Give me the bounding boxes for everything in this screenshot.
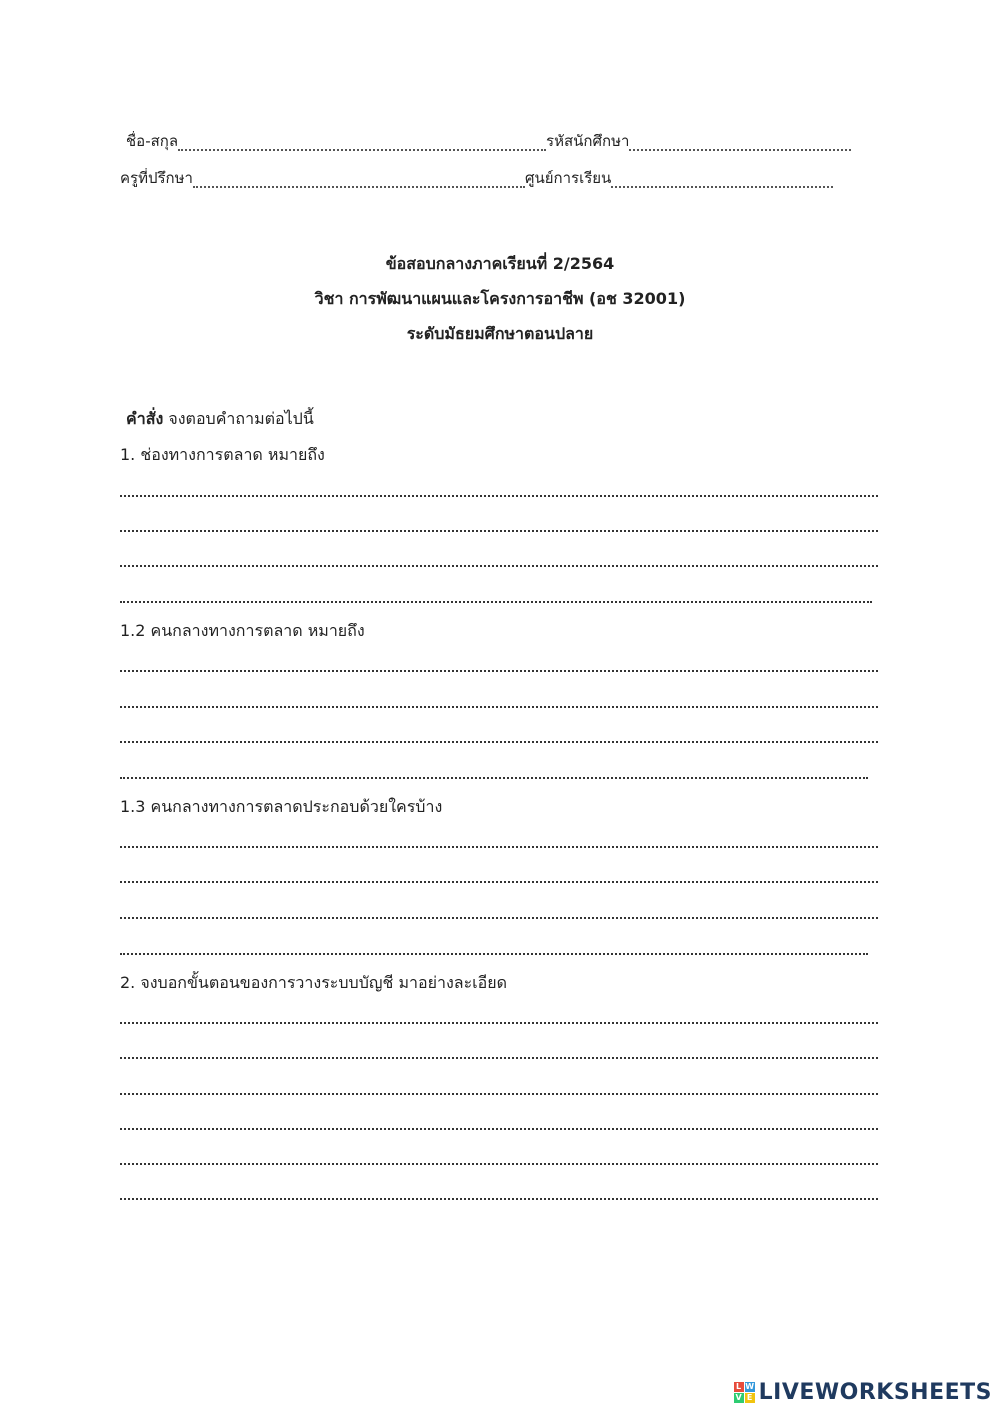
answer-line[interactable] [120, 939, 868, 955]
question-2: 2. จงบอกขั้นตอนของการวางระบบบัญชี มาอย่างละเอียด [120, 973, 507, 992]
answer-line[interactable] [120, 1043, 878, 1059]
answer-line[interactable] [120, 656, 878, 672]
answer-line[interactable] [120, 587, 872, 603]
answer-line[interactable] [120, 727, 878, 743]
advisor-label: ครูที่ปรึกษา [120, 169, 193, 187]
subject-title: วิชา การพัฒนาแผนและโครงการอาชีพ (อช 32001) [314, 289, 686, 308]
answer-line[interactable] [120, 1079, 878, 1095]
name-label: ชื่อ-สกุล [126, 132, 179, 150]
learning-center-label: ศูนย์การเรียน [524, 169, 612, 187]
learning-center-field[interactable] [611, 172, 833, 188]
name-field[interactable] [178, 135, 546, 151]
instructions-label: คำสั่ง [126, 409, 164, 428]
answer-line[interactable] [120, 1149, 878, 1165]
logo-mark-icon [734, 1382, 755, 1403]
site-name: LIVEWORKSHEETS [758, 1380, 992, 1405]
answer-line[interactable] [120, 1184, 878, 1200]
student-info-row-2 [120, 168, 866, 188]
answer-line[interactable] [120, 832, 878, 848]
logo-letter: W [745, 1382, 755, 1391]
logo-letter: V [735, 1393, 742, 1402]
question-1: 1. ช่องทางการตลาด หมายถึง [120, 445, 325, 464]
question-1-2: 1.2 คนกลางทางการตลาด หมายถึง [120, 621, 365, 640]
answer-line[interactable] [120, 1008, 878, 1024]
answer-line[interactable] [120, 903, 878, 919]
student-id-label: รหัสนักศึกษา [546, 132, 630, 150]
logo-letter: L [734, 1382, 744, 1392]
liveworksheets-logo [734, 1380, 992, 1405]
answer-line[interactable] [120, 516, 878, 532]
student-info-row-1 [126, 131, 866, 151]
answer-line[interactable] [120, 867, 878, 883]
answer-line[interactable] [120, 692, 878, 708]
answer-line[interactable] [120, 481, 878, 497]
level-title: ระดับมัธยมศึกษาตอนปลาย [406, 324, 594, 343]
answer-line[interactable] [120, 551, 878, 567]
exam-title: ข้อสอบกลางภาคเรียนที่ 2/2564 [385, 254, 615, 273]
advisor-field[interactable] [193, 172, 525, 188]
instructions [126, 408, 314, 430]
question-1-3: 1.3 คนกลางทางการตลาดประกอบด้วยใครบ้าง [120, 797, 443, 816]
logo-letter: E [745, 1393, 755, 1403]
student-id-field[interactable] [629, 135, 851, 151]
answer-line[interactable] [120, 1114, 878, 1130]
instructions-text: จงตอบคำถามต่อไปนี้ [168, 409, 314, 428]
answer-line[interactable] [120, 763, 868, 779]
